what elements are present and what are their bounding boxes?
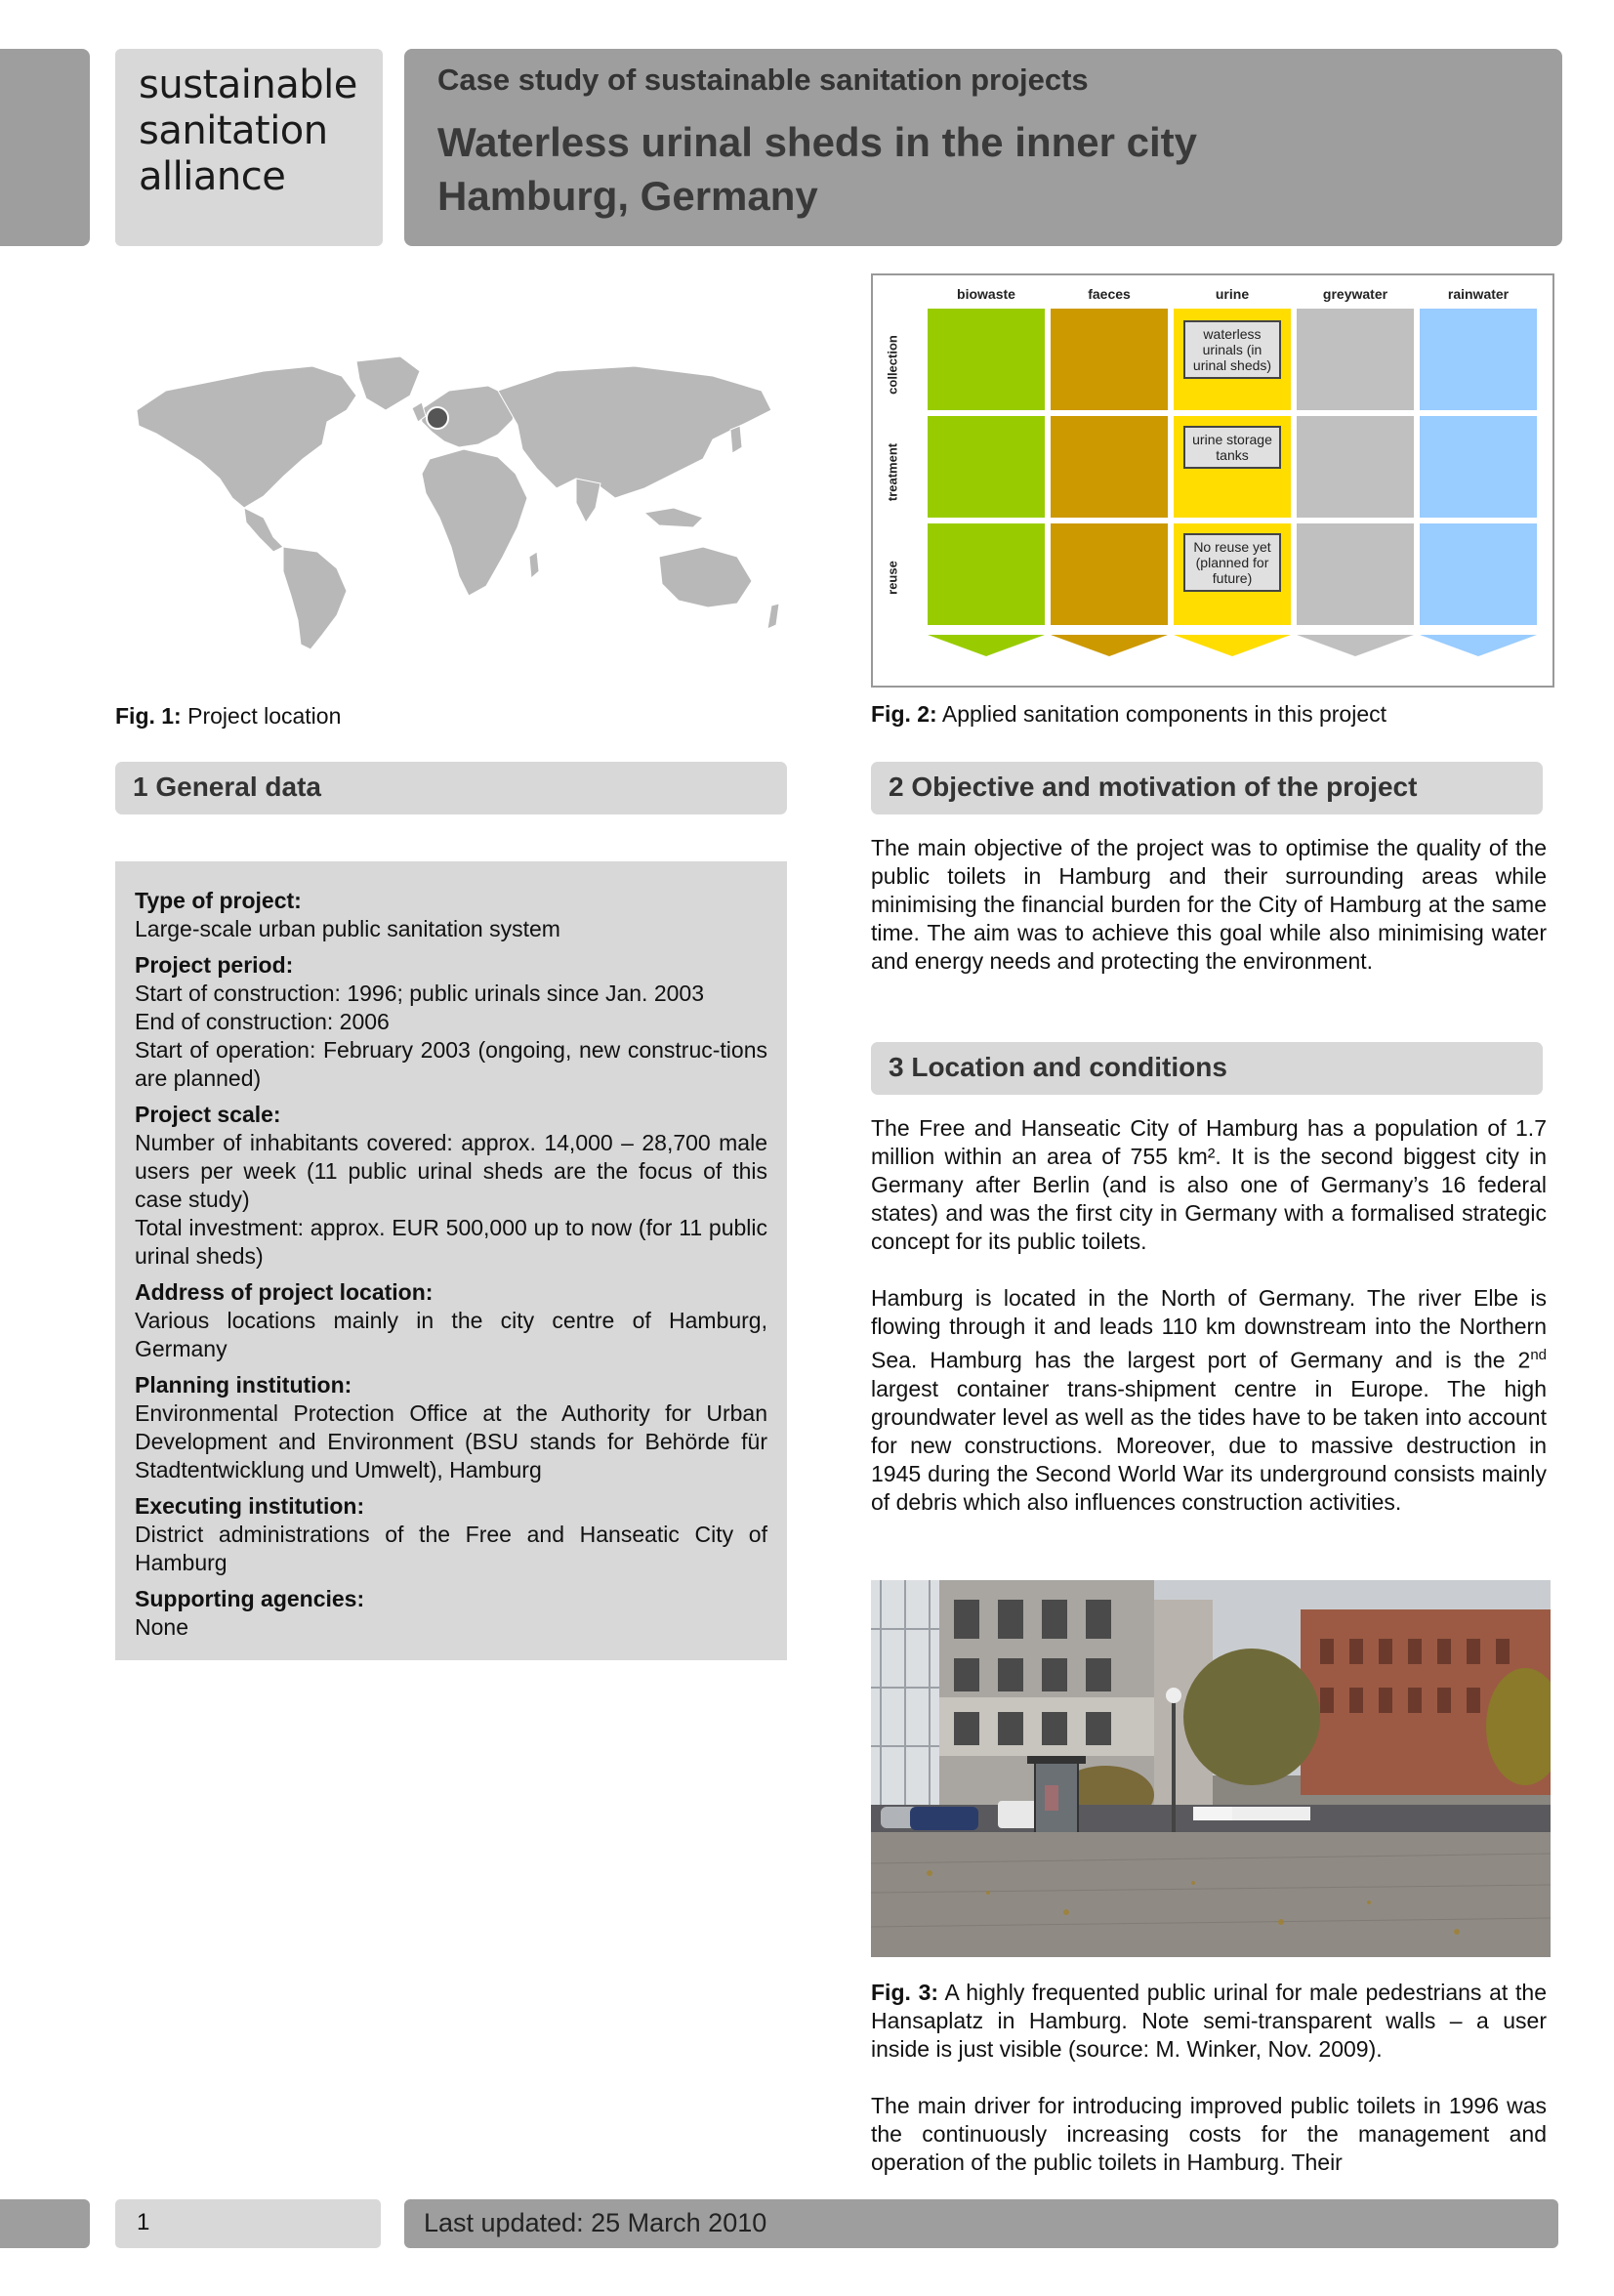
address-heading: Address of project location: <box>135 1279 434 1305</box>
cell-urine-reuse <box>1174 523 1291 625</box>
title-banner <box>404 49 1562 246</box>
urine-reuse-box: No reuse yet (planned for future) <box>1183 533 1281 592</box>
cell-urine-collection <box>1174 309 1291 410</box>
executing-heading: Executing institution: <box>135 1493 365 1519</box>
footer-left-tab <box>0 2199 90 2248</box>
page-number: 1 <box>115 2199 381 2248</box>
location-paragraph-2a: Hamburg is located in the North of Germany. The river Elbe is flowing through it and leads 110 km downstream into the Northern Sea. Hamburg has the largest port of Germany and is the 2 <box>871 1285 1547 1373</box>
address-text: Various locations mainly in the city centre of Hamburg, Germany <box>135 1308 767 1361</box>
arrow-down-icon <box>928 635 1045 656</box>
location-paragraph-2 <box>871 1284 1547 1517</box>
column-header-greywater: greywater <box>1322 286 1388 302</box>
section-heading-objective: 2 Objective and motivation of the project <box>871 762 1543 814</box>
logo <box>115 49 383 246</box>
location-paragraph-1: The Free and Hanseatic City of Hamburg has a population of 1.7 million within an area of 755 km². It is the second biggest city in Germany after Berlin (and is also one of Germany’s 16 federal states) and was the first city in Germany with a formalised strategic concept for its public toilets. <box>871 1115 1547 1254</box>
logo-line-2: sanitation <box>139 108 328 153</box>
fig2-label: Fig. 2: <box>871 701 937 727</box>
cell-greywater-collection <box>1297 309 1414 410</box>
cell-faeces-collection <box>1051 309 1168 410</box>
hansaplatz-photo <box>871 1580 1551 1957</box>
row-header-collection: collection <box>885 335 900 395</box>
fig3-caption <box>871 1979 1547 2064</box>
document-subtitle: Case study of sustainable sanitation projects <box>437 63 1089 97</box>
cell-faeces-reuse <box>1051 523 1168 625</box>
section-heading-general-data: 1 General data <box>115 762 787 814</box>
cell-greywater-reuse <box>1297 523 1414 625</box>
cell-rainwater-treatment <box>1420 416 1537 518</box>
fig1-caption <box>115 703 341 730</box>
world-map <box>127 352 791 664</box>
period-text-3: Start of operation: February 2003 (ongoing, new construc-tions are planned) <box>135 1037 767 1091</box>
location-paragraph-2b: largest container trans-shipment centre in Europe. The high groundwater level as well as the tides have to be taken into account for new constructions. Moreover, due to massive destruction in 1945 during the Second World War its underground consists mainly of debris which also influences construction activities. <box>871 1375 1547 1515</box>
planning-text: Environmental Protection Office at the Authority for Urban Development and Environment (BSU stands for Behörde für Stadtentwicklung und Umwelt), Hamburg <box>135 1400 767 1482</box>
period-text-2: End of construction: 2006 <box>135 1009 390 1034</box>
fig3-label: Fig. 3: <box>871 1980 939 2005</box>
general-data-box <box>115 861 787 1660</box>
logo-line-3: alliance <box>139 154 286 199</box>
fig2-text: Applied sanitation components in this project <box>936 701 1387 727</box>
supporting-text: None <box>135 1614 188 1640</box>
scale-text-2: Total investment: approx. EUR 500,000 up to now (for 11 public urinal sheds) <box>135 1215 767 1269</box>
arrow-down-icon <box>1420 635 1537 656</box>
column-header-faeces: faeces <box>1088 286 1131 302</box>
column-header-biowaste: biowaste <box>957 286 1015 302</box>
column-header-rainwater: rainwater <box>1447 286 1510 302</box>
period-text-1: Start of construction: 1996; public urinals since Jan. 2003 <box>135 981 705 1006</box>
scale-text-1: Number of inhabitants covered: approx. 14,000 – 28,700 male users per week (11 public urinal sheds are the focus of this case study) <box>135 1130 767 1212</box>
objective-text: The main objective of the project was to optimise the quality of the public toilets in Hamburg and their surrounding areas while minimising the financial burden for the City of Hamburg at the same time. The aim was to achieve this goal while also minimising water and energy needs and protecting the environment. <box>871 835 1547 974</box>
location-marker-icon <box>427 407 448 429</box>
document-title-line-1: Waterless urinal sheds in the inner city <box>437 119 1198 165</box>
cell-rainwater-reuse <box>1420 523 1537 625</box>
last-updated: Last updated: 25 March 2010 <box>404 2199 1558 2248</box>
row-header-treatment: treatment <box>885 442 900 502</box>
urine-collection-box: waterless urinals (in urinal sheds) <box>1183 320 1281 379</box>
row-header-reuse: reuse <box>885 561 900 595</box>
type-heading: Type of project: <box>135 888 302 913</box>
cell-urine-treatment <box>1174 416 1291 518</box>
cell-biowaste-collection <box>928 309 1045 410</box>
column-header-urine: urine <box>1215 286 1250 302</box>
period-heading: Project period: <box>135 952 294 978</box>
executing-text: District administrations of the Free and Hanseatic City of Hamburg <box>135 1522 767 1575</box>
cell-faeces-treatment <box>1051 416 1168 518</box>
cell-rainwater-collection <box>1420 309 1537 410</box>
section-heading-location: 3 Location and conditions <box>871 1042 1543 1095</box>
cell-biowaste-treatment <box>928 416 1045 518</box>
arrow-down-icon <box>1051 635 1168 656</box>
type-text: Large-scale urban public sanitation system <box>135 916 560 941</box>
fig1-text: Project location <box>181 703 342 729</box>
scale-heading: Project scale: <box>135 1102 281 1127</box>
closing-paragraph: The main driver for introducing improved public toilets in 1996 was the continuously increasing costs for the management and operation of the public toilets in Hamburg. Their <box>871 2093 1547 2175</box>
fig2-caption <box>871 701 1386 728</box>
fig3-text: A highly frequented public urinal for male pedestrians at the Hansaplatz in Hamburg. Note semi-transparent walls – a user inside is just visible (source: M. Winker, Nov. 2009). <box>871 1980 1547 2062</box>
arrow-down-icon <box>1174 635 1291 656</box>
arrow-down-icon <box>1297 635 1414 656</box>
supporting-heading: Supporting agencies: <box>135 1586 365 1611</box>
logo-line-1: sustainable <box>139 63 357 107</box>
ordinal-suffix: nd <box>1530 1347 1547 1363</box>
cell-greywater-treatment <box>1297 416 1414 518</box>
cell-biowaste-reuse <box>928 523 1045 625</box>
planning-heading: Planning institution: <box>135 1372 352 1398</box>
document-title-line-2: Hamburg, Germany <box>437 173 818 219</box>
header-left-tab <box>0 49 90 246</box>
sanitation-components-diagram <box>871 273 1554 688</box>
fig1-label: Fig. 1: <box>115 703 182 729</box>
urine-treatment-box: urine storage tanks <box>1183 426 1281 469</box>
